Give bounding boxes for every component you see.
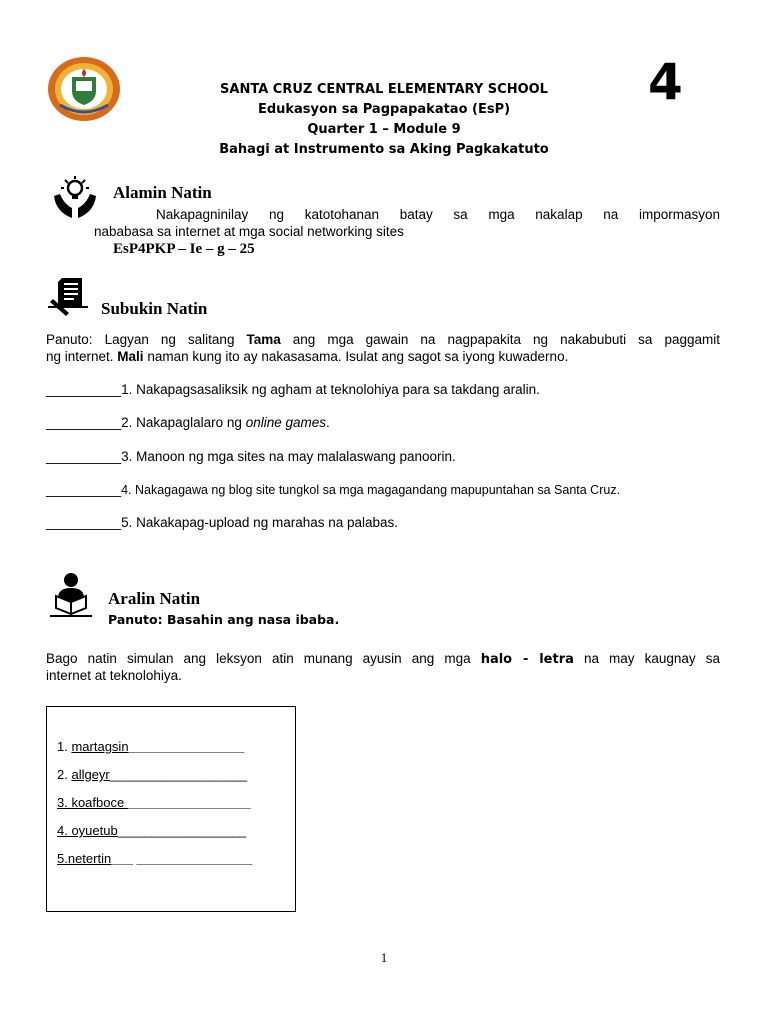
item-end: . [326, 415, 330, 430]
instruction-text: Panuto: Lagyan ng salitang [46, 332, 247, 347]
quiz-item-4 [46, 481, 620, 499]
answer-blank[interactable]: _________________ [127, 795, 251, 810]
quiz-item-3 [46, 448, 456, 465]
subject-title: Edukasyon sa Pagpapakatao (EsP) [257, 102, 511, 117]
answer-blank[interactable]: __________ [46, 415, 122, 430]
aralin-intro-line-2: internet at teknolohiya. [46, 668, 182, 683]
grade-number: 4 [648, 53, 683, 111]
item-number: 2. [57, 767, 72, 782]
subukin-instruction-line-2 [46, 348, 568, 365]
item-text: 4. Nakagagawa ng blog site tungkol sa mga magagandang mapupuntahan sa Santa Cruz. [121, 483, 621, 497]
item-italic-text: online games [245, 415, 326, 430]
instruction-text: ang mga gawain na nagpapakita ng nakabubuti sa paggamit [280, 332, 720, 347]
jumbled-item-4 [57, 823, 246, 839]
competency-code: EsP4PKP – Ie – g – 25 [113, 241, 255, 257]
quiz-item-5 [46, 514, 398, 531]
instruction-text: naman kung ito ay nakasasama. Isulat ang sagot sa iyong kuwaderno. [143, 349, 569, 364]
module-topic: Bahagi at Instrumento sa Aking Pagkakatuto [219, 142, 549, 157]
aralin-instruction: Panuto: Basahin ang nasa ibaba. [108, 612, 340, 627]
jumbled-word: 3. koafboce [57, 795, 128, 810]
aralin-intro-line-1 [46, 650, 720, 668]
intro-text: Bago natin simulan ang leksyon atin munang ayusin ang mga [46, 651, 481, 666]
jumbled-words-box [46, 706, 296, 912]
jumbled-word: 5.netertin [57, 851, 112, 866]
keyword-mali: Mali [117, 349, 144, 364]
school-logo [46, 55, 122, 123]
quiz-item-2 [46, 414, 330, 431]
item-text: 5. Nakakapag-upload ng marahas na palabas. [121, 515, 399, 530]
answer-blank[interactable]: ___ ________________ [111, 851, 253, 866]
alamin-line-2: nababasa sa internet at mga social networking sites [94, 224, 404, 239]
item-text: 1. Nakapagsasaliksik ng agham at teknolohiya para sa takdang aralin. [121, 382, 540, 397]
item-number: 1. [57, 739, 72, 754]
jumbled-item-2 [57, 767, 247, 783]
keyword-halo-letra: halo - letra [480, 652, 574, 667]
jumbled-word: allgeyr [71, 767, 110, 782]
intro-text: na may kaugnay sa [573, 651, 720, 666]
quiz-item-1 [46, 381, 540, 398]
school-name: SANTA CRUZ CENTRAL ELEMENTARY SCHOOL [220, 82, 548, 97]
answer-blank[interactable]: __________ [46, 515, 122, 530]
jumbled-word: martagsin [71, 739, 129, 754]
jumbled-item-5 [57, 851, 252, 867]
answer-blank[interactable]: ___________________ [109, 767, 248, 782]
subukin-instruction-line-1 [46, 331, 720, 348]
item-text: 3. Manoon ng mga sites na may malalaswang panoorin. [121, 449, 456, 464]
subukin-title: Subukin Natin [101, 299, 208, 318]
alamin-title: Alamin Natin [113, 183, 212, 202]
person-reading-icon [48, 572, 94, 618]
answer-blank[interactable]: ___________________ [117, 823, 246, 838]
page-number: 1 [380, 950, 388, 965]
aralin-title: Aralin Natin [108, 589, 201, 608]
document-header [160, 80, 608, 160]
jumbled-word: 4. oyuetub [57, 823, 118, 838]
item-text: 2. Nakapaglalaro ng [121, 415, 246, 430]
keyword-tama: Tama [246, 332, 281, 347]
answer-blank[interactable]: __________ [46, 482, 122, 497]
answer-blank[interactable]: __________ [46, 449, 122, 464]
answer-blank[interactable]: __________ [46, 382, 122, 397]
instruction-text: ng internet. [46, 349, 118, 364]
lightbulb-hands-icon [52, 176, 98, 220]
alamin-line-1: Nakapagninilay ng katotohanan batay sa mga nakalap na impormasyon [156, 207, 720, 222]
answer-blank[interactable]: ________________ [128, 739, 245, 754]
jumbled-item-1 [57, 739, 244, 755]
quarter-module: Quarter 1 – Module 9 [307, 122, 461, 137]
document-pen-icon [48, 276, 92, 320]
jumbled-item-3 [57, 795, 251, 811]
